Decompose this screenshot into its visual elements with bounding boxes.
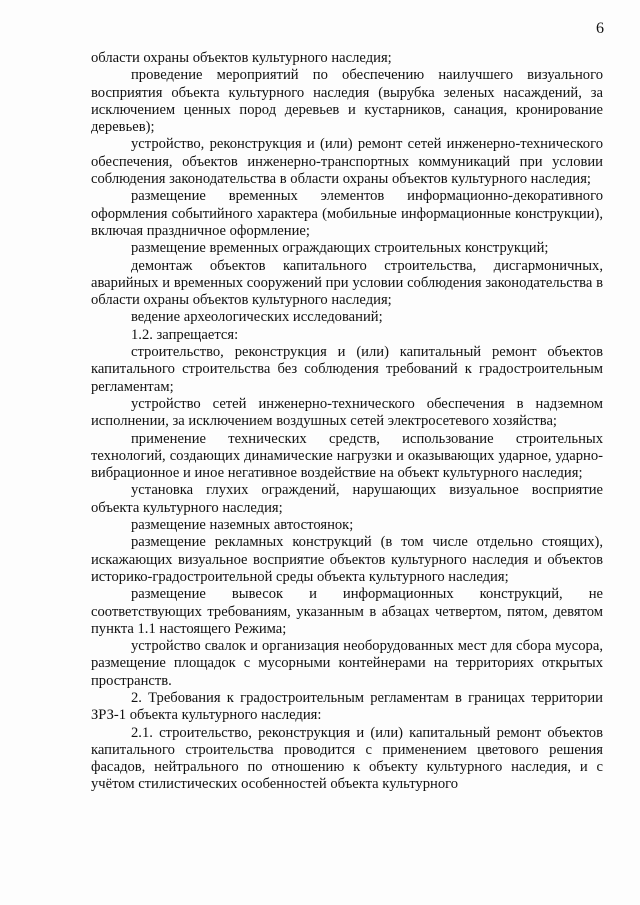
paragraph: размещение временных ограждающих строительных конструкций; (131, 240, 549, 257)
paragraph: размещение наземных автостоянок; (131, 517, 354, 534)
paragraph: установка глухих ограждений, нарушающих визуальное восприятие объекта культурного наследия; (91, 482, 603, 516)
paragraph: размещение временных элементов информационно-декоративного оформления событийного характера (мобильные информационные конструкции), включая праздничное оформление; (91, 188, 603, 239)
document-body (91, 50, 603, 794)
paragraph: 2.1. строительство, реконструкция и (или) капитальный ремонт объектов капитального строительства проводится с применением цветового решения фасадов, нейтрального по отношению к объекту культурного наследия, и с учётом стилистических особенностей объекта культурного (91, 724, 603, 793)
paragraph: 2. Требования к градостроительным регламентам в границах территории ЗРЗ-1 объекта культурного наследия: (91, 689, 603, 724)
page-number: 6 (596, 20, 604, 37)
paragraph: ведение археологических исследований; (131, 309, 383, 326)
paragraph: демонтаж объектов капитального строительства, дисгармоничных, аварийных и временных сооружений при условии соблюдения законодательства в области охраны объектов культурного наследия; (91, 257, 603, 309)
paragraph: устройство, реконструкция и (или) ремонт сетей инженерно-технического обеспечения, объектов инженерно-транспортных коммуникаций при условии соблюдения законодательства в области охраны объектов культурного наследия; (91, 136, 603, 188)
paragraph: устройство сетей инженерно-технического обеспечения в надземном исполнении, за исключением воздушных сетей электросетевого хозяйства; (91, 395, 603, 430)
paragraph: размещение рекламных конструкций (в том числе отдельно стоящих), искажающих визуальное восприятие объектов культурного наследия и объектов историко-градостроительной среды объекта культурного наследия; (91, 534, 603, 585)
paragraph: устройство свалок и организация необорудованных мест для сбора мусора, размещение площадок с мусорными контейнерами на территориях открытых пространств. (91, 638, 603, 689)
paragraph: применение технических средств, использование строительных технологий, создающих динамические нагрузки и оказывающих ударное, ударно-вибрационное и иное негативное воздействие на объект культурного наследия; (91, 430, 603, 482)
paragraph: строительство, реконструкция и (или) капитальный ремонт объектов капитального строительства без соблюдения требований к градостроительным регламентам; (91, 344, 603, 395)
paragraph: области охраны объектов культурного наследия; (91, 50, 392, 66)
paragraph: 1.2. запрещается: (131, 326, 239, 343)
paragraph: размещение вывесок и информационных конструкций, не соответствующих требованиям, указанным в абзацах четвертом, пятом, девятом пункта 1.1 настоящего Режима; (91, 586, 603, 637)
paragraph: проведение мероприятий по обеспечению наилучшего визуального восприятия объекта культурного наследия (вырубка зеленых насаждений, за исключением ценных пород деревьев и кустарников, санация, кронирование деревьев); (91, 67, 603, 136)
